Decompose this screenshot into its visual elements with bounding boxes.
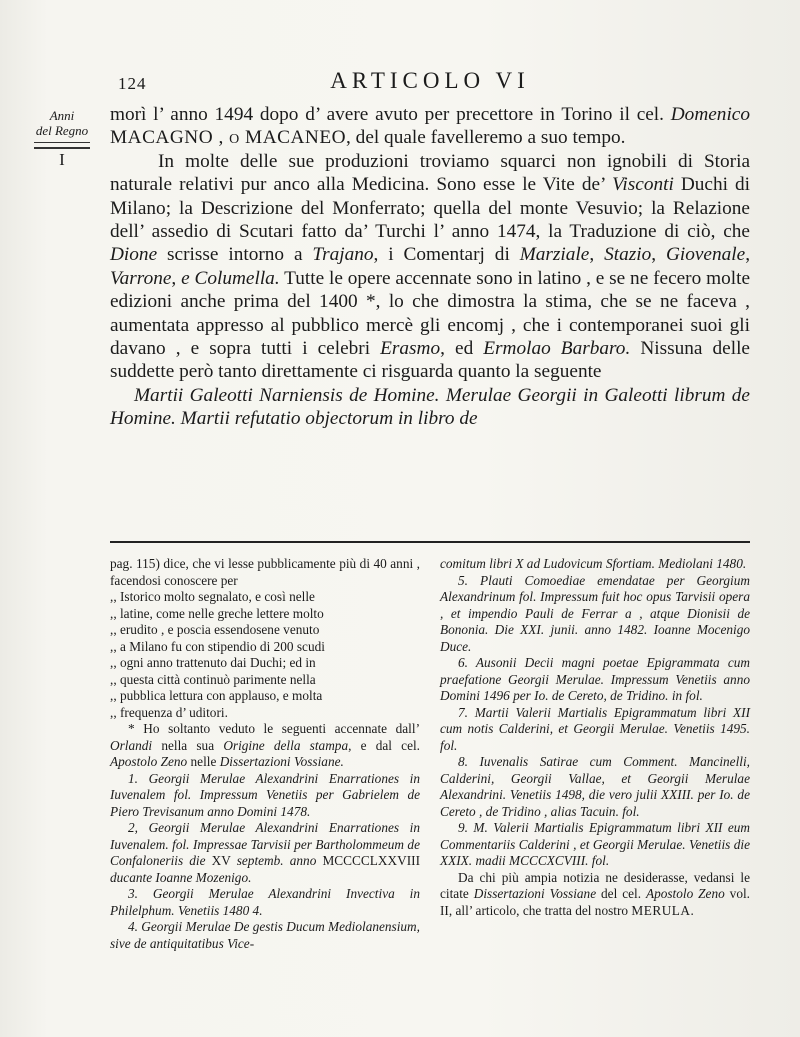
bibliography-entry: 8. Iuvenalis Satirae cum Comment. Mancinelli, Calderini, Georgii Vallae, et Georgii Merulae Alexandrini. Venetiis 1498, die vero julii XXIII. per Io. de Cereto , de Tridino , alias Tacuin. fol.: [440, 754, 750, 819]
text: scrisse intorno a: [157, 244, 313, 266]
main-text: [110, 103, 750, 431]
page-number: 124: [118, 74, 147, 93]
quote-line: ,, questa città continuò parimente nella: [110, 671, 316, 687]
italic-term: Dissertazioni Vossiane.: [219, 754, 344, 769]
text: Tutte le opere accennate sono in latino , e se ne fecero molte edizioni anche prima del 1400 *, lo che dimostra la stima, che se ne faceva , aumentata appresso al pubblico mercè gli encomj , che i contemporanei suoi gli davano , e sopra tutti i celebri: [110, 267, 750, 360]
italic-term: Visconti: [612, 174, 674, 196]
quote-line: ,, frequenza d’ uditori.: [110, 704, 228, 720]
text: vol. II, all’ articolo, che tratta del nostro: [440, 886, 750, 918]
text: ,: [171, 267, 182, 289]
person-name: MACAGNO: [110, 127, 214, 149]
running-title: ARTICOLO VI: [330, 68, 530, 93]
text: MCCCCLXXVIII: [316, 853, 420, 868]
italic-term: Orlandi: [110, 737, 153, 753]
footnote-column-right: [440, 556, 750, 919]
bibliography-entry: 1. Georgii Merulae Alexandrini Enarrationes in Iuvenalem fol. Impressum Venetiis per Gabrielem de Piero Trevisanum anno Domini 1478.: [110, 770, 420, 819]
bibliography-entry: comitum libri X ad Ludovicum Sfortiam. Mediolani 1480.: [440, 556, 747, 571]
italic-term: Giovenale: [665, 244, 746, 266]
text: ,: [651, 244, 666, 266]
footnote-line: pag. 115) dice, che vi lesse pubblicamente più di 40 anni , facendosi conoscere per: [110, 556, 420, 588]
text: 2, Georgii Merulae Alexandrini Enarrationes in Iuvenalem. fol. Impressae Tarvisii per Bartholommeum de Confaloneriis die: [110, 820, 420, 868]
bibliography-entry: 6. Ausonii Decii magni poetae Epigrammata cum praefatione Georgii Merulae. Impressum Venetiis anno Domini 1496 per Io. de Cereto, de Tridino. in fol.: [440, 655, 750, 703]
italic-term: Apostolo Zeno: [110, 754, 188, 769]
text: nella sua: [152, 737, 224, 753]
quote-line: ,, latine, come nelle greche lettere molto: [110, 605, 324, 621]
bibliography-entry: 3. Georgii Merulae Alexandrini Invectiva in Philelphum. Venetiis 1480 4.: [110, 886, 420, 918]
footnote-note: [110, 721, 420, 771]
quote-line: ,, pubblica lettura con applauso, e molta: [110, 688, 323, 703]
italic-term: Origine della stampa: [223, 737, 349, 753]
text: In molte delle sue produzioni troviamo squarci non ignobili di Storia naturale relativi pur anco alla Medicina. Sono esse le Vite de’: [110, 150, 750, 196]
bibliography-entry: 5. Plauti Comoediae emendatae per Georgium Alexandrinum fol. Impressum fuit hoc opus Tarvisii opera , et impendio Pauli de Ferrar a , atque Dionisii de Bononia. Die XXI. junii. anno 1482. Ioanne Mocenigo Duce.: [440, 572, 750, 654]
paragraph-1: [110, 103, 750, 150]
quote-line: ,, a Milano fu con stipendio di 200 scudi: [110, 638, 325, 654]
person-name: Domenico: [670, 104, 750, 125]
text: ducante Ioanne Mozenigo.: [110, 869, 252, 885]
person-name: MACANEO: [245, 127, 347, 149]
paragraph-2: [110, 150, 750, 384]
text: del cel.: [596, 886, 646, 901]
closing-note: [440, 870, 750, 920]
footnote-column-left: [110, 556, 420, 952]
text: * Ho soltanto veduto le seguenti accennate dall’: [128, 721, 420, 736]
quote-line: ,, Istorico molto segnalato, e così nelle: [110, 589, 315, 604]
margin-note: [28, 108, 96, 167]
italic-term: Marziale: [519, 244, 590, 266]
italic-term: Varrone: [110, 267, 172, 289]
text: septemb. anno: [236, 853, 317, 868]
margin-note-number: I: [59, 150, 65, 169]
text: , o: [213, 127, 246, 149]
bibliography-entry: 9. M. Valerii Martialis Epigrammatum libri XII eum Commentariis Calderini , et Georgii Merulae. Venetiis die XXIX. madii MCCCXCVIII. fol.: [440, 820, 750, 868]
text: Nissuna delle suddette però tanto direttamente ci risguarda quanto la seguente: [110, 338, 750, 383]
person-name: MERULA.: [631, 902, 695, 918]
footnote-divider: [110, 541, 750, 543]
margin-note-line2: del Regno: [35, 123, 89, 138]
paragraph-3: Martii Galeotti Narniensis de Homine. Merulae Georgii in Galeotti librum de Homine. Martii refutatio objectorum in libro de: [110, 384, 750, 430]
text: Duchi di Milano; la Descrizione del Monferrato; quella del monte Vesuvio; la Relazione dell’ assedio di Scutari fatto da’ Turchi l’ anno 1474, la Traduzione di ciò, che: [110, 174, 750, 243]
italic-term: Erasmo: [380, 338, 441, 360]
italic-term: Trajano: [312, 244, 374, 266]
margin-note-line1: Anni: [49, 108, 75, 123]
text: , e dal cel.: [348, 737, 420, 753]
bibliography-entry: [110, 820, 420, 886]
bibliography-entry: 4. Georgii Merulae De gestis Ducum Mediolanensium, sive de antiquitatibus Vice-: [110, 919, 420, 951]
quote-line: ,, ogni anno trattenuto dai Duchi; ed in: [110, 655, 316, 670]
italic-term: e Columella.: [181, 267, 280, 289]
text: Da chi più ampia notizia ne desiderasse, vedansi le citate: [440, 869, 750, 901]
text: XV: [205, 853, 237, 868]
text: , del quale favelleremo a suo tempo.: [346, 127, 626, 149]
italic-term: Dissertazioni Vossiane: [473, 886, 597, 901]
italic-term: Stazio: [604, 244, 652, 266]
italic-term: Ermolao Barbaro.: [483, 338, 631, 360]
text: ,: [589, 244, 605, 266]
text: morì l’ anno 1494 dopo d’ avere avuto per precettore in Torino il cel.: [110, 104, 671, 125]
quote-line: ,, erudito , e poscia essendosene venuto: [110, 622, 320, 637]
bibliography-entry: 7. Martii Valerii Martialis Epigrammatum libri XII cum notis Calderini, et Georgii Merulae. Venetiis 1495. fol.: [440, 704, 750, 753]
italic-term: Dione: [110, 244, 158, 266]
text: ,: [745, 244, 751, 266]
italic-term: Apostolo Zeno: [645, 886, 725, 901]
text: nelle: [187, 754, 220, 769]
text: , ed: [440, 338, 484, 360]
text: , i Comentarj di: [373, 244, 520, 266]
page-header: [110, 68, 750, 98]
margin-note-rule: [34, 142, 90, 149]
